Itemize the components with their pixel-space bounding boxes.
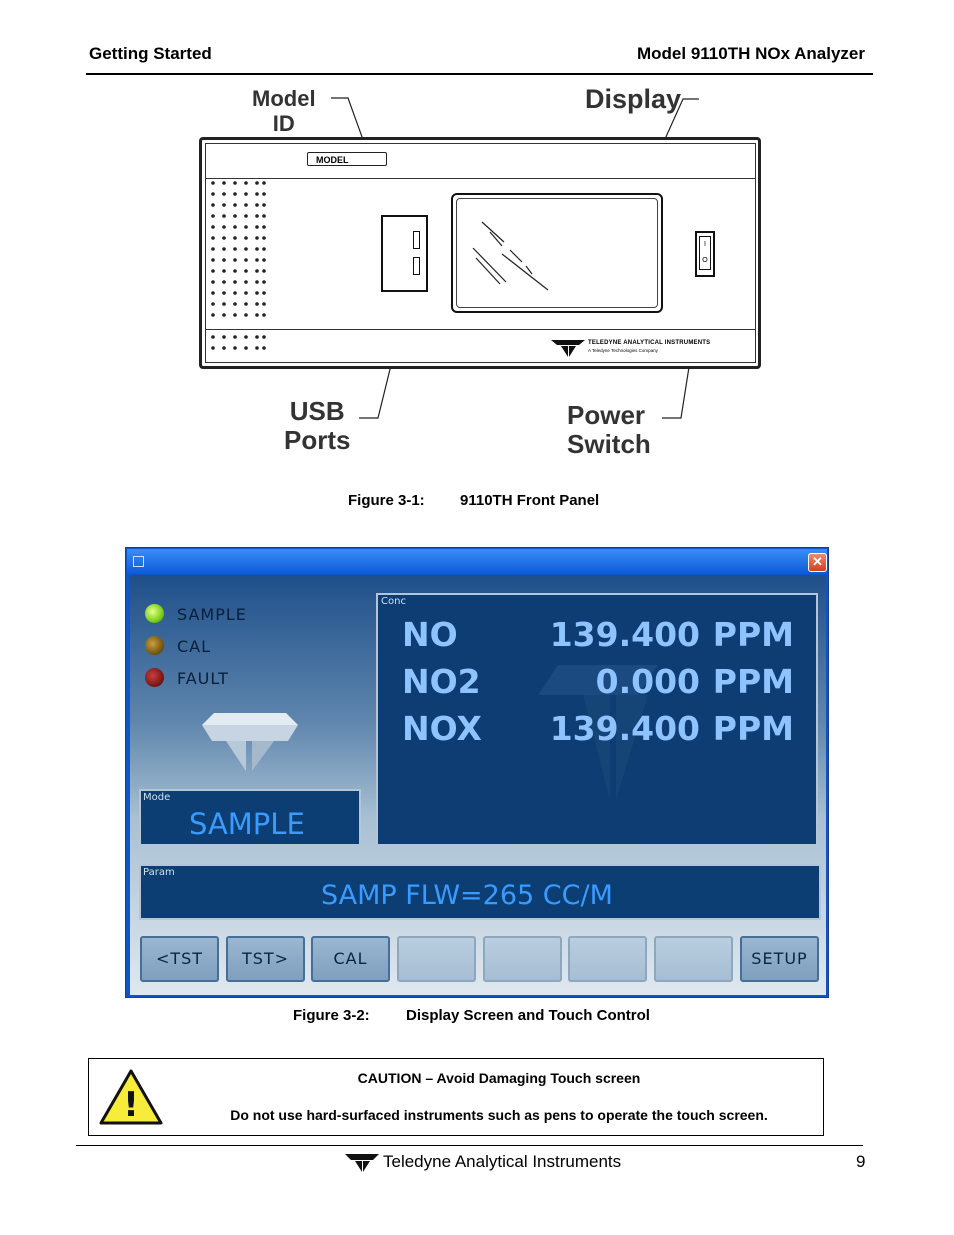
footer-rule — [76, 1145, 863, 1146]
window-title-bar — [127, 549, 827, 574]
sample-led-label: SAMPLE — [177, 605, 247, 624]
callout-model-id-line1: Model — [252, 86, 316, 111]
fault-led-icon — [145, 668, 164, 687]
usb-port-2 — [413, 257, 420, 275]
caution-title: CAUTION – Avoid Damaging Touch screen — [357, 1070, 641, 1086]
usb-ports-housing — [381, 215, 428, 292]
conc-unit-nox: PPM — [712, 709, 794, 748]
panel-brand-subtext: A Teledyne Technologies Company — [588, 348, 658, 353]
close-button[interactable]: ✕ — [808, 553, 827, 572]
conc-value-nox: 139.400 — [549, 709, 700, 748]
figure2-caption-number: Figure 3-2: — [293, 1007, 370, 1024]
param-box-label: Param — [143, 867, 175, 878]
speaker-grille — [205, 179, 275, 355]
header-section-title: Getting Started — [89, 44, 212, 63]
conc-value-no2: 0.000 — [595, 662, 700, 701]
callout-usb-line2: Ports — [284, 425, 351, 456]
conc-unit-no: PPM — [712, 615, 794, 654]
conc-unit-no2: PPM — [712, 662, 794, 701]
cal-led-label: CAL — [177, 637, 212, 656]
app-icon — [133, 556, 144, 567]
conc-gas-no: NO — [402, 615, 458, 654]
usb-port-1 — [413, 231, 420, 249]
conc-value-no: 139.400 — [549, 615, 700, 654]
caution-box — [88, 1058, 824, 1136]
teledyne-logo-icon — [345, 1152, 379, 1172]
cal-led-icon — [145, 636, 164, 655]
front-panel-bottom-strip — [205, 329, 756, 363]
conc-gas-no2: NO2 — [402, 662, 481, 701]
concentration-box — [376, 593, 818, 846]
teledyne-logo-icon — [551, 338, 585, 358]
power-switch-off-mark: O — [702, 257, 708, 264]
callout-model-id-line2: ID — [272, 110, 295, 136]
param-box — [139, 864, 821, 920]
fault-led-label: FAULT — [177, 669, 229, 688]
footer-page-number: 9 — [856, 1152, 866, 1171]
blank-button-4[interactable] — [397, 936, 476, 982]
header-document-title: Model 9110TH NOx Analyzer — [636, 44, 865, 63]
callout-power-line2: Switch — [567, 429, 651, 460]
conc-box-label: Conc — [381, 596, 406, 607]
teledyne-logo-icon — [202, 713, 298, 771]
blank-button-5[interactable] — [483, 936, 562, 982]
display-body — [130, 575, 826, 995]
blank-button-6[interactable] — [568, 936, 647, 982]
power-switch-on-mark: I — [704, 241, 706, 248]
tst-prev-button[interactable]: <TST — [140, 936, 219, 982]
front-panel-top-strip — [205, 143, 756, 179]
figure1-caption-number: Figure 3-1: — [348, 492, 425, 509]
conc-gas-nox: NOX — [402, 709, 482, 748]
callout-usb-line1: USB — [289, 396, 345, 426]
mode-value: SAMPLE — [189, 807, 305, 841]
warning-exclamation: ! — [123, 1085, 139, 1125]
callout-power-line1: Power — [567, 400, 646, 430]
sample-led-icon — [145, 604, 164, 623]
power-switch — [699, 236, 711, 270]
figure2-caption-text: Display Screen and Touch Control — [406, 1007, 650, 1024]
blank-button-7[interactable] — [654, 936, 733, 982]
display-screen-window — [125, 547, 829, 998]
mode-box-label: Mode — [143, 792, 171, 803]
display-glare-lines — [470, 218, 560, 298]
caution-text: Do not use hard-surfaced instruments such as pens to operate the touch screen. — [230, 1107, 768, 1123]
figure1-caption-text: 9110TH Front Panel — [460, 492, 600, 509]
callout-display: Display — [585, 84, 682, 114]
param-value: SAMP FLW=265 CC/M — [321, 880, 613, 911]
setup-button[interactable]: SETUP — [740, 936, 819, 982]
cal-button[interactable]: CAL — [311, 936, 390, 982]
footer-company: Teledyne Analytical Instruments — [383, 1152, 622, 1171]
model-id-badge: MODEL — [307, 152, 387, 166]
tst-next-button[interactable]: TST> — [226, 936, 305, 982]
mode-box — [139, 789, 361, 846]
panel-brand-text: TELEDYNE ANALYTICAL INSTRUMENTS — [588, 340, 711, 346]
